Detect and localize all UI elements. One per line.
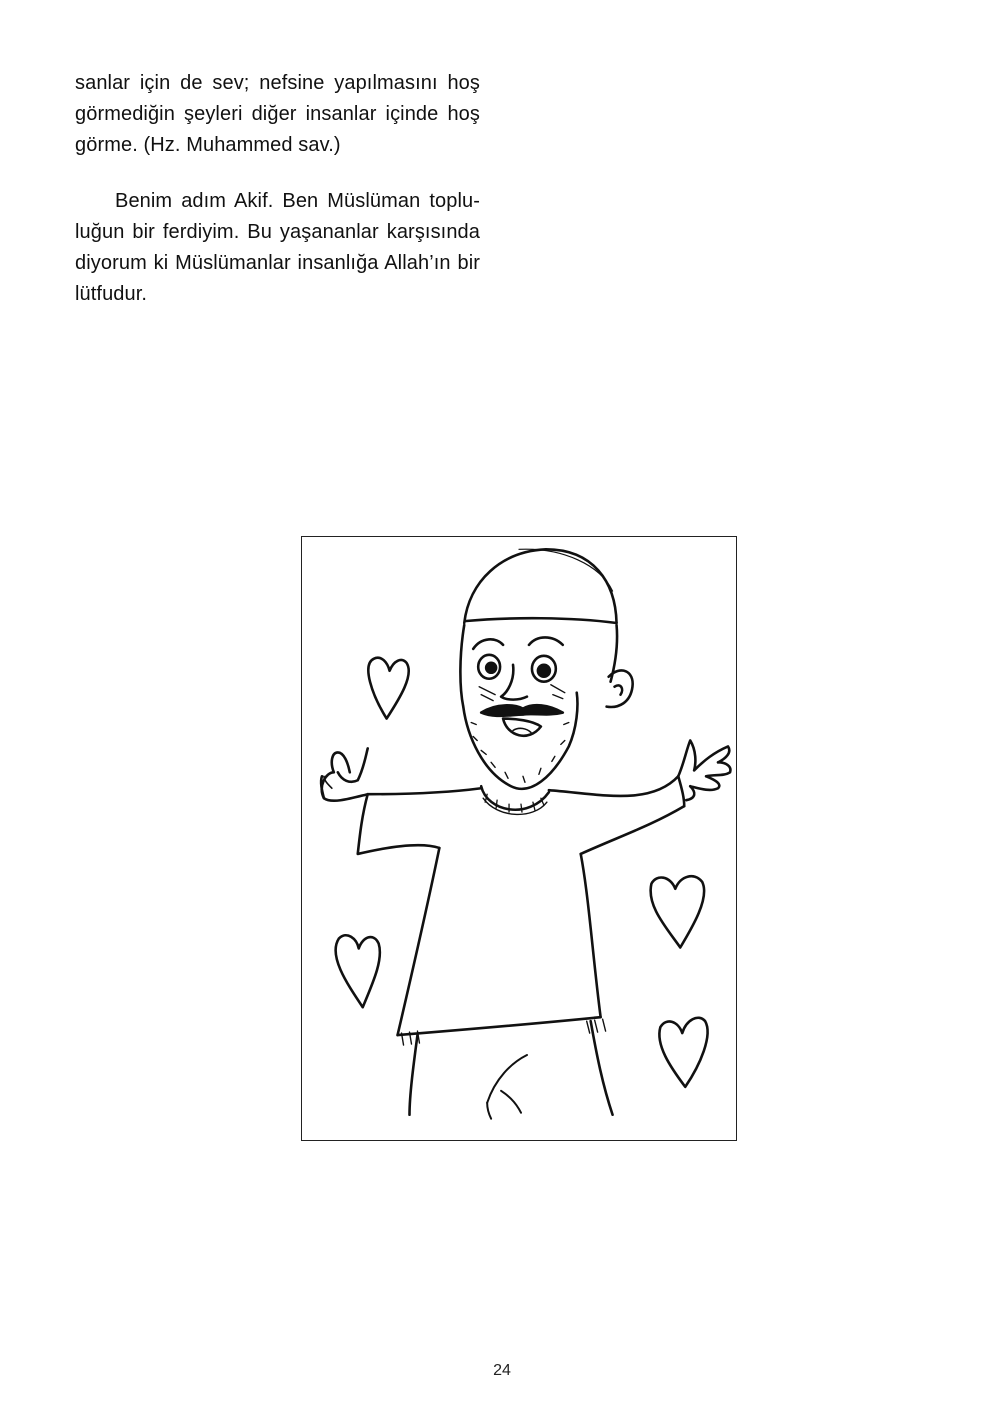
page-number: 24: [493, 1362, 511, 1379]
heart-icon: [336, 935, 380, 1007]
heart-icon: [651, 876, 705, 947]
illustration: [301, 536, 737, 1141]
cap: [464, 549, 616, 623]
body-text: [75, 68, 480, 310]
heart-icon: [659, 1018, 707, 1087]
man-drawing: [302, 537, 736, 1140]
heart-icon: [368, 658, 408, 719]
paragraph-akif: Benim adım Akif. Ben Müslüman toplu-luğun bir ferdiyim. Bu yaşananlar karşısında diyorum ki Müslümanlar insanlığa Allah’ın bir lütfudur.: [75, 190, 480, 305]
paragraph-hadith: sanlar için de sev; nefsine yapılmasını hoş görmediğin şeyleri diğer insanlar içinde hoş görme. (Hz. Muhammed sav.): [75, 72, 480, 156]
